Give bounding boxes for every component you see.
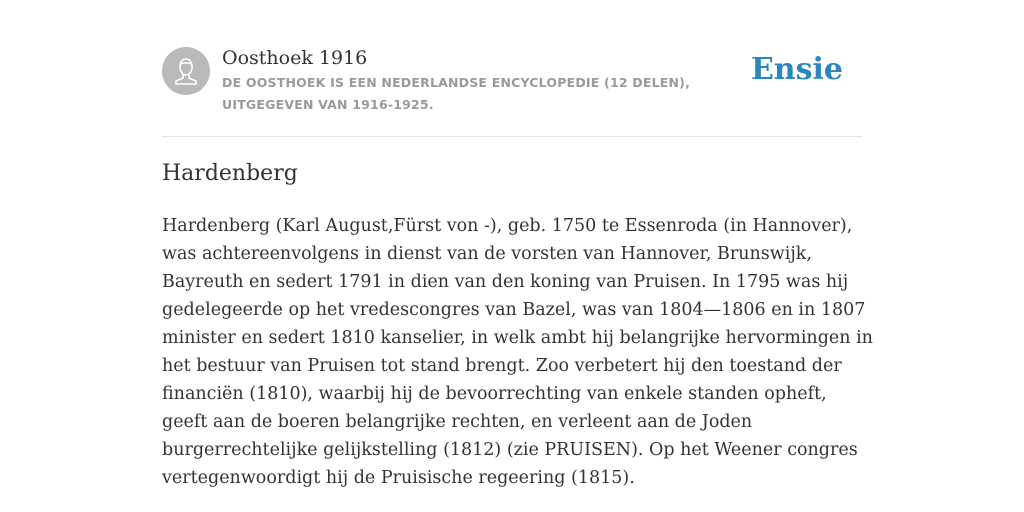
source-header	[162, 44, 862, 137]
user-avatar-icon[interactable]	[162, 47, 210, 95]
source-description: DE OOSTHOEK IS EEN NEDERLANDSE ENCYCLOPEDIE (12 DELEN), UITGEGEVEN VAN 1916-1925.	[222, 75, 691, 112]
article-body: Hardenberg (Karl August,Fürst von -), geb. 1750 te Essenroda (in Hannover), was achtereenvolgens in dienst van de vorsten van Hannover, Brunswijk, Bayreuth en sedert 1791 in dien van den koning van Pruisen. In 1795 was hij gedelegeerde op het vredescongres van Bazel, was van 1804—1806 en in 1807 minister en sedert 1810 kanselier, in welk ambt hij belangrijke hervormingen in het bestuur van Pruisen tot stand brengt. Zoo verbetert hij den toestand der financiën (1810), waarbij hij de bevoorrechting van enkele standen opheft, geeft aan de boeren belangrijke rechten, en verleent aan de Joden burgerrechtelijke gelijkstelling (1812) (zie PRUISEN). Op het Weener congres vertegenwoordigt hij de Pruisische regeering (1815).	[162, 216, 873, 488]
source-title[interactable]: Oosthoek 1916	[222, 47, 368, 69]
article-title: Hardenberg	[162, 161, 298, 186]
ensie-logo[interactable]: Ensie	[750, 52, 843, 87]
